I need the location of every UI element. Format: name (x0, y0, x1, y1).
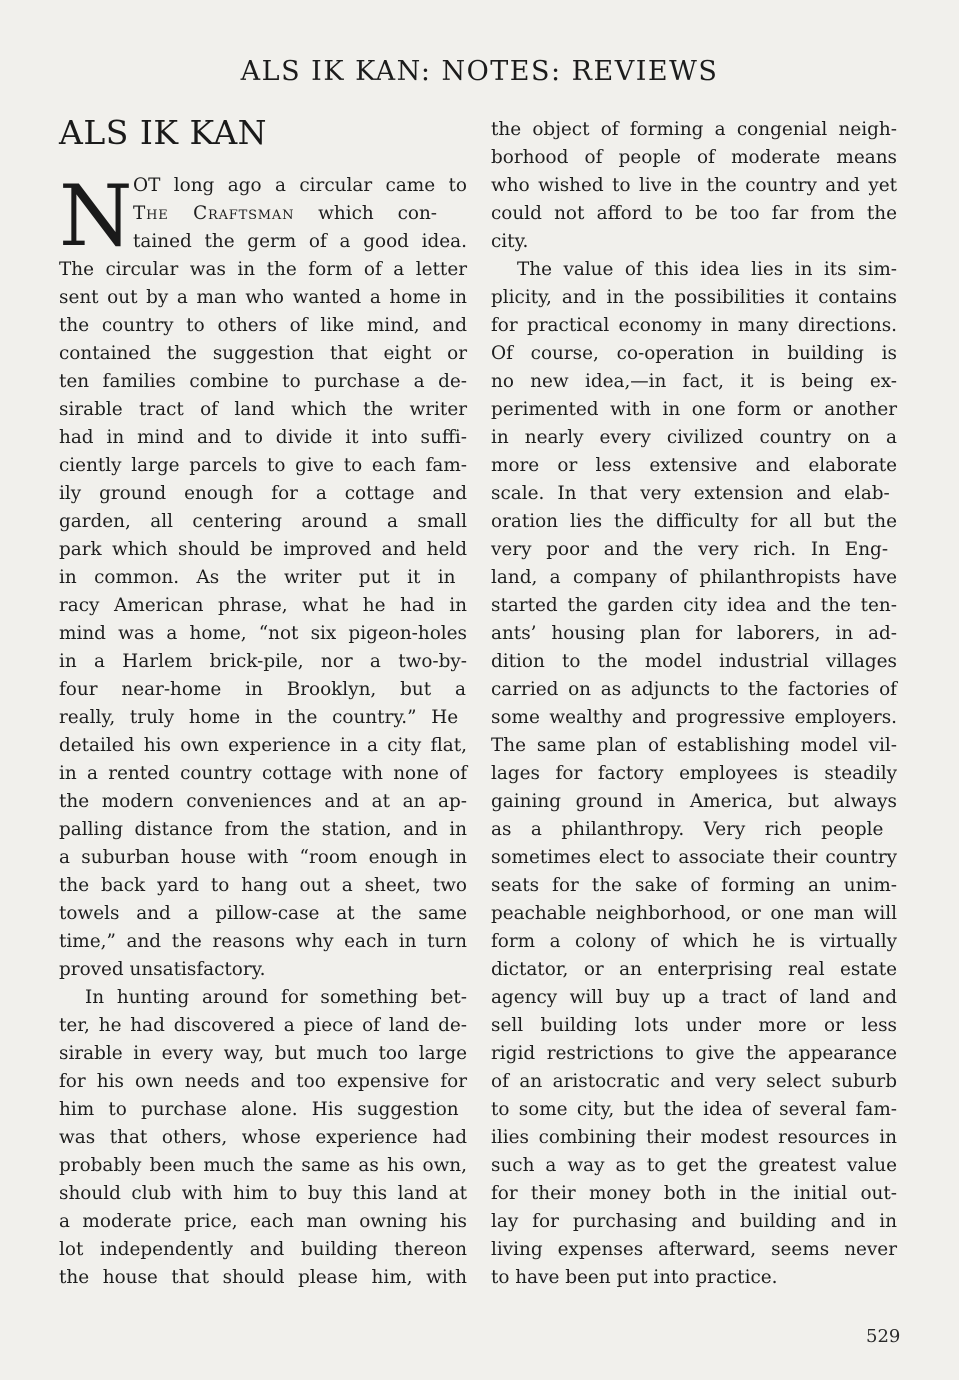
text-line: the modern conveniences and at an ap- (59, 791, 467, 812)
right-column (491, 116, 897, 1292)
text-line: peachable neighborhood, or one man will (491, 903, 897, 924)
text-line: tained the germ of a good idea. (133, 231, 467, 252)
text-line: probably been much the same as his own, (59, 1155, 467, 1176)
text-line: sell building lots under more or less (491, 1015, 897, 1036)
text-line: scale. In that very extension and elab- (491, 483, 890, 504)
text-line: contained the suggestion that eight or (59, 343, 467, 364)
text-line: garden, all centering around a small (59, 511, 467, 532)
text-line: such a way as to get the greatest value (491, 1155, 897, 1176)
text-line: for practical economy in many directions. (491, 315, 897, 336)
running-header: ALS IK KAN: NOTES: REVIEWS (240, 56, 719, 87)
text-line: seats for the sake of forming an unim- (491, 875, 897, 896)
text-line: sirable in every way, but much too large (59, 1043, 467, 1064)
text-line: lay for purchasing and building and in (491, 1211, 897, 1232)
text-line: to have been put into practice. (491, 1267, 778, 1288)
text-line: a suburban house with “room enough in (59, 847, 467, 868)
text-line: living expenses afterward, seems never (491, 1239, 897, 1260)
text-line: Of course, co-operation in building is (491, 343, 897, 364)
text-line: should club with him to buy this land at (59, 1183, 467, 1204)
text-line: four near-home in Brooklyn, but a (59, 679, 466, 700)
text-line: carried on as adjuncts to the factories of (491, 679, 897, 700)
text-line: agency will buy up a tract of land and (491, 987, 897, 1008)
text-line: lot independently and building thereon (59, 1239, 467, 1260)
text-line: sirable tract of land which the writer (59, 399, 467, 420)
publication-name: The Craftsman (133, 203, 295, 224)
text-line: started the garden city idea and the ten- (491, 595, 897, 616)
text-line: sent out by a man who wanted a home in (59, 287, 467, 308)
text-line: in common. As the writer put it in (59, 567, 456, 588)
text-line: a moderate price, each man owning his (59, 1211, 467, 1232)
intro-paragraph (59, 167, 467, 265)
text-line: him to purchase alone. His suggestion (59, 1099, 459, 1120)
text-line: could not afford to be too far from the (491, 203, 897, 224)
text-line: form a colony of which he is virtually (491, 931, 897, 952)
text-line: land, a company of philanthropists have (491, 567, 897, 588)
text-line: OT long ago a circular came to (133, 175, 467, 196)
text-line: racy American phrase, what he had in (59, 595, 467, 616)
drop-cap: N (59, 167, 133, 265)
text-line: for his own needs and too expensive for (59, 1071, 467, 1092)
text-line: sometimes elect to associate their country (491, 847, 897, 868)
text-line: in nearly every civilized country on a (491, 427, 897, 448)
text-line: plicity, and in the possibilities it contains (491, 287, 897, 308)
text-line: really, truly home in the country.” He (59, 707, 459, 728)
left-column (59, 256, 467, 1292)
text-line: borhood of people of moderate means (491, 147, 897, 168)
text-line: who wished to live in the country and yet (491, 175, 897, 196)
text-line: the house that should please him, with (59, 1267, 467, 1288)
text-line: proved unsatisfactory. (59, 959, 266, 980)
text-line: oration lies the difficulty for all but the (491, 511, 897, 532)
text-line: the country to others of like mind, and (59, 315, 467, 336)
text-line: perimented with in one form or another (491, 399, 897, 420)
page-number: 529 (866, 1326, 901, 1347)
text-line: city. (491, 231, 529, 252)
text-line: ily ground enough for a cottage and (59, 483, 467, 504)
text-line: in a rented country cottage with none of (59, 763, 467, 784)
text-line: no new idea,—in fact, it is being ex- (491, 371, 897, 392)
text-line: had in mind and to divide it into suffi- (59, 427, 467, 448)
text-line: lages for factory employees is steadily (491, 763, 897, 784)
text-line: for their money both in the initial out- (491, 1183, 897, 1204)
text-line: as a philanthropy. Very rich people (491, 819, 884, 840)
text-line: some wealthy and progressive employers. (491, 707, 897, 728)
text-line: was that others, whose experience had (59, 1127, 467, 1148)
text-line: detailed his own experience in a city flat, (59, 735, 467, 756)
text-line: In hunting around for something bet- (85, 987, 467, 1008)
text-line: palling distance from the station, and in (59, 819, 467, 840)
text-line: rigid restrictions to give the appearance (491, 1043, 897, 1064)
text-line: The Craftsman which con- (133, 203, 438, 224)
text-line: to some city, but the idea of several fam- (491, 1099, 897, 1120)
text-line: ciently large parcels to give to each fam- (59, 455, 467, 476)
article-title: ALS IK KAN (59, 113, 268, 152)
text-line: more or less extensive and elaborate (491, 455, 897, 476)
text-line: ten families combine to purchase a de- (59, 371, 467, 392)
text-line: The circular was in the form of a letter (59, 259, 467, 280)
text-line: The same plan of establishing model vil- (491, 735, 897, 756)
text-line: dition to the model industrial villages (491, 651, 897, 672)
text-line: The value of this idea lies in its sim- (517, 259, 897, 280)
text-line: of an aristocratic and very select suburb (491, 1071, 897, 1092)
text-line: time,” and the reasons why each in turn (59, 931, 467, 952)
text-line: ilies combining their modest resources in (491, 1127, 897, 1148)
text-line: park which should be improved and held (59, 539, 467, 560)
text-line: gaining ground in America, but always (491, 791, 897, 812)
text-line: very poor and the very rich. In Eng- (491, 539, 889, 560)
text-line: in a Harlem brick-pile, nor a two-by- (59, 651, 467, 672)
text-line: the back yard to hang out a sheet, two (59, 875, 467, 896)
text-line: towels and a pillow-case at the same (59, 903, 467, 924)
text-line: ter, he had discovered a piece of land de- (59, 1015, 467, 1036)
text-line: dictator, or an enterprising real estate (491, 959, 897, 980)
text-line: the object of forming a congenial neigh- (491, 119, 897, 140)
text-line: ants’ housing plan for laborers, in ad- (491, 623, 897, 644)
text-line: mind was a home, “not six pigeon-holes (59, 623, 467, 644)
